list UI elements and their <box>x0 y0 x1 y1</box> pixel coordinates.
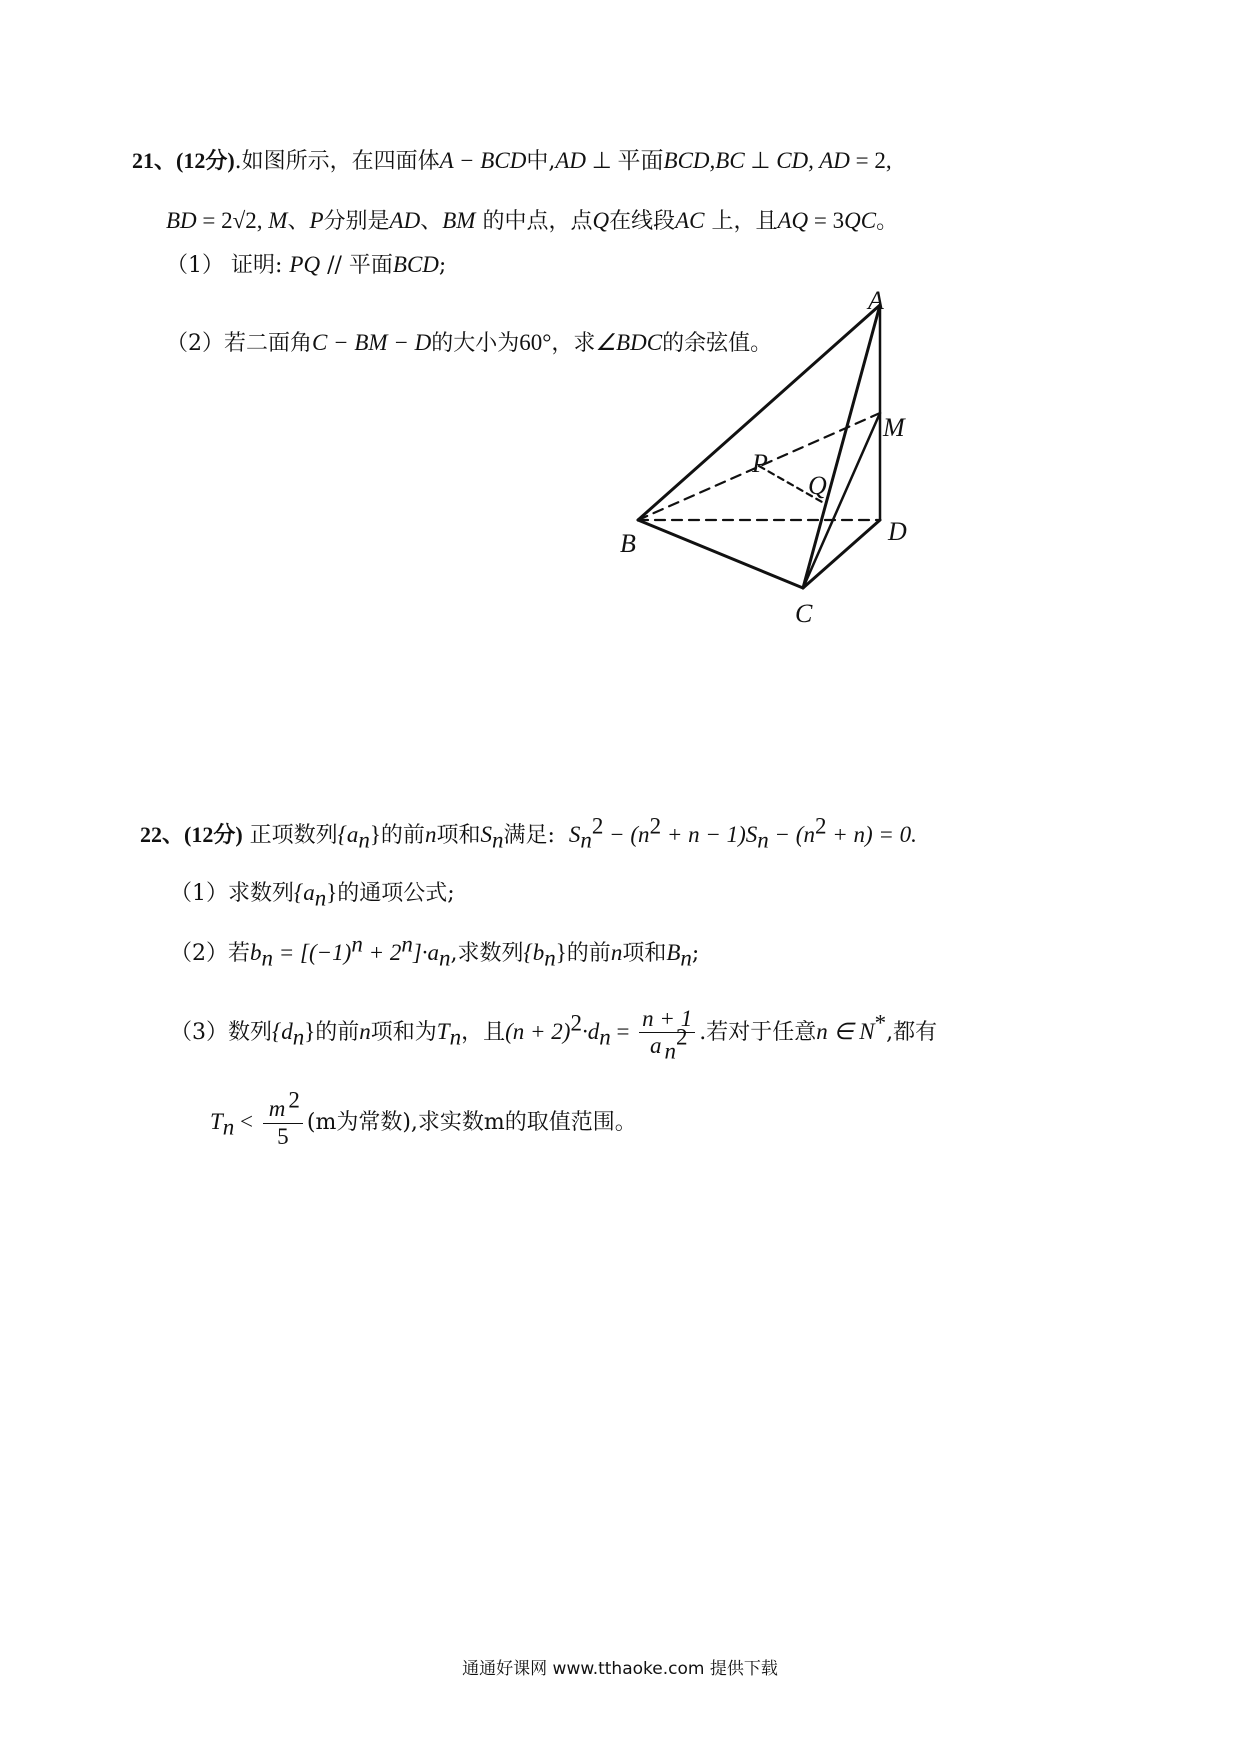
p3b-fraction: $\frac{m ^2}{5}$ <box>263 1096 303 1150</box>
page-footer: 通通好课网 www.tthaoke.com 提供下载 <box>462 1659 778 1679</box>
q21-part2: （2）若二面角C − BM − D的大小为60°，求∠BDC的余弦值。 <box>166 330 773 356</box>
q21-line1: 21、(12分).如图所示，在四面体A − BCD中,AD ⊥ 平面BCD,BC ⊥ CD, AD = 2, <box>132 148 892 174</box>
q21-number: 21、(12分) <box>132 148 235 173</box>
label-c: C <box>795 599 813 628</box>
label-m: M <box>883 413 905 442</box>
q22-number: 22、(12分) <box>140 822 243 847</box>
edge-cd <box>803 520 880 588</box>
label-d: D <box>888 517 907 546</box>
q21-line2: BD = 2√2, M、P分别是AD、BM 的中点，点Q在线段AC 上，且AQ = 3QC。 <box>166 208 899 234</box>
label-a: A <box>868 286 884 315</box>
q21-part1: （1） 证明: PQ // 平面BCD; <box>166 252 447 278</box>
label-p: P <box>752 449 768 478</box>
edge-ac <box>803 305 880 588</box>
edge-ab <box>638 305 880 520</box>
q22-stem: 22、(12分) 正项数列$\{a_n\}$的前n项和$S_n$满足: $S_n^2 - (n^2 + n - 1)S_n - (n^2 + n) = 0$. <box>140 813 917 853</box>
q22-part1: （1）求数列$\{a_n\}$的通项公式; <box>170 880 455 911</box>
q22-part3: （3）数列$\{d_n\}$的前n项和为$T_n$，且$(n + 2)^2\cdot d_n$ = $\frac{n + 1}{a _n^2}$ .若对于任意n ∈ N*,都有 <box>170 1006 938 1064</box>
q22-part3-condition: $T_n$ < $\frac{m ^2}{5}$ (m为常数),求实数m的取值范围。 <box>210 1087 637 1149</box>
q22-part2: （2）若$b_n = [(-1)^n + 2^n]\cdot a_n$,求数列$\{b_n\}$的前n项和$B_n$; <box>170 931 700 971</box>
edge-cm <box>803 413 880 588</box>
label-b: B <box>620 529 636 558</box>
p3-fraction: $\frac{n + 1}{a _n^2}$ <box>639 1006 695 1060</box>
edge-bc <box>638 520 803 588</box>
tetrahedron-figure <box>0 0 1240 760</box>
label-q: Q <box>808 471 827 500</box>
